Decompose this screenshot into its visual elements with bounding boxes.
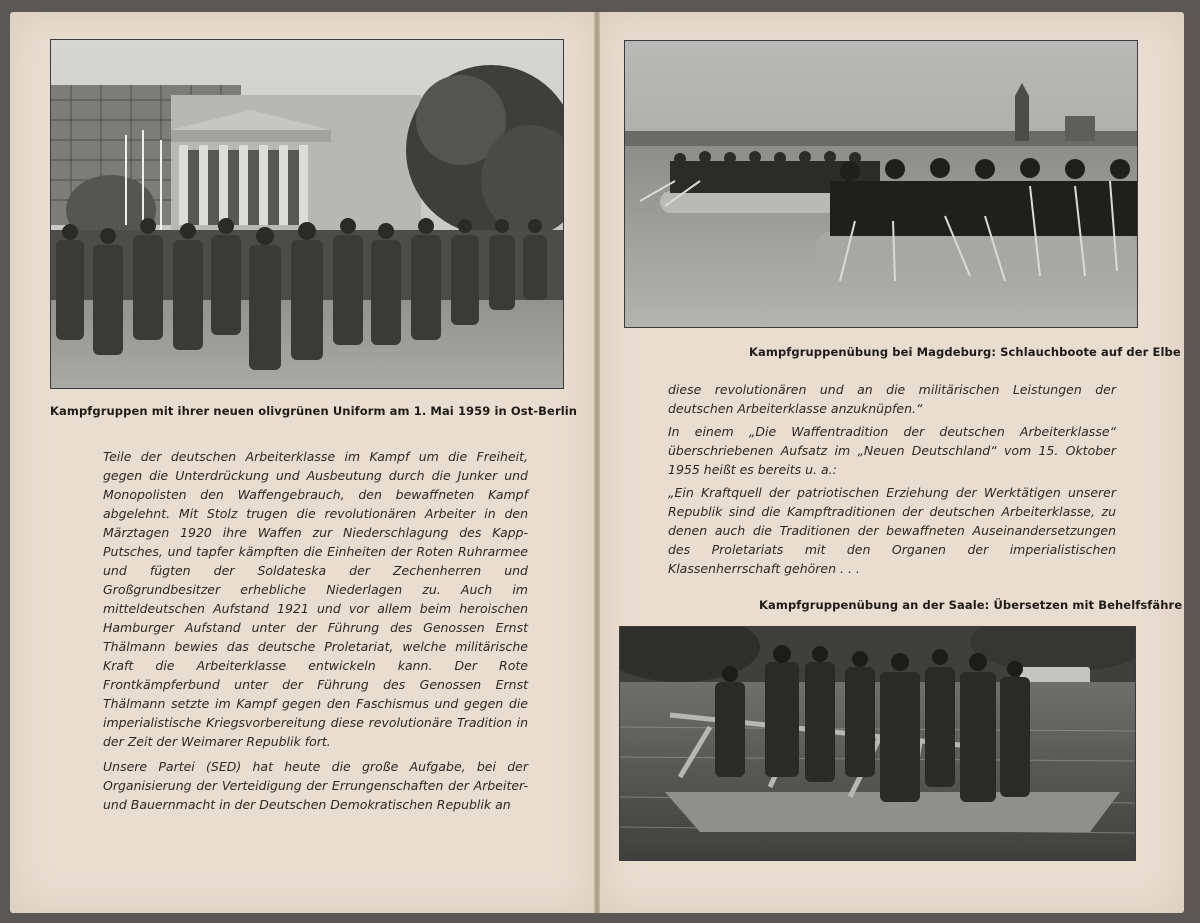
paragraph: diese revolutionären und an die militärischen Leistungen der deutschen Arbeiterklasse anzuknüpfen.“: [668, 382, 1116, 416]
elbe-photo-caption: Kampfgruppenübung bei Magdeburg: Schlauchboote auf der Elbe: [749, 345, 1181, 359]
saale-ferry-photo: [619, 626, 1136, 861]
paragraph: Teile der deutschen Arbeiterklasse im Kampf um die Freiheit, gegen die Unterdrückung und Ausbeutung durch die Junker und Monopolisten den Waffengebrauch, den bewaffneten Kampf abgelehnt. Mit Stolz trugen die revolutionären Arbeiter in den Märztagen 1920 ihre Waffen zur Niederschlagung des Kapp-Putsches, und tapfer kämpften die Einheiten der Roten Ruhrarmee und fügten der Soldateska der Zechenherren und Großgrundbesitzer erhebliche Niederlagen zu. Auch im mitteldeutschen Aufstand 1921 und vor allem beim heroischen Hamburger Aufstand unter der Führung des Genossen Ernst Thälmann bewies das deutsche Proletariat, welche militärische Kraft die Arbeiterklasse entwickeln kann. Der Rote Frontkämpferbund unter der Führung des Genossen Ernst Thälmann setzte im Kampf gegen den Faschismus und gegen die imperialistische Kriegsvorbereitung diese revolutionäre Tradition in der Zeit der Weimarer Republik fort.: [103, 449, 528, 749]
elbe-boats-photo: [624, 40, 1138, 328]
parade-photo-caption: Kampfgruppen mit ihrer neuen olivgrünen Uniform am 1. Mai 1959 in Ost-Berlin: [50, 404, 578, 418]
right-body-text: [668, 380, 1116, 582]
paragraph: Unsere Partei (SED) hat heute die große Aufgabe, bei der Organisierung der Verteidigung der Errungenschaften der Arbeiter- und Bauernmacht in der Deutschen Demokratischen Republik an: [103, 759, 528, 812]
paragraph: „Ein Kraftquell der patriotischen Erziehung der Werktätigen unserer Republik sind die Kampftraditionen der deutschen Arbeiterklasse, zu denen auch die Traditionen der bewaffneten Auseinandersetzungen des Proletariats mit den Organen der imperialistischen Klassenherrschaft gehören . . .: [668, 485, 1116, 576]
book-gutter: [594, 12, 600, 913]
parade-photo: [50, 39, 564, 389]
saale-photo-caption: Kampfgruppenübung an der Saale: Übersetzen mit Behelfsfähre: [759, 598, 1183, 612]
paragraph: In einem „Die Waffentradition der deutschen Arbeiterklasse“ überschriebenen Aufsatz im „Neuen Deutschland“ vom 15. Oktober 1955 heißt es bereits u. a.:: [668, 424, 1116, 477]
left-body-text: [103, 447, 528, 820]
